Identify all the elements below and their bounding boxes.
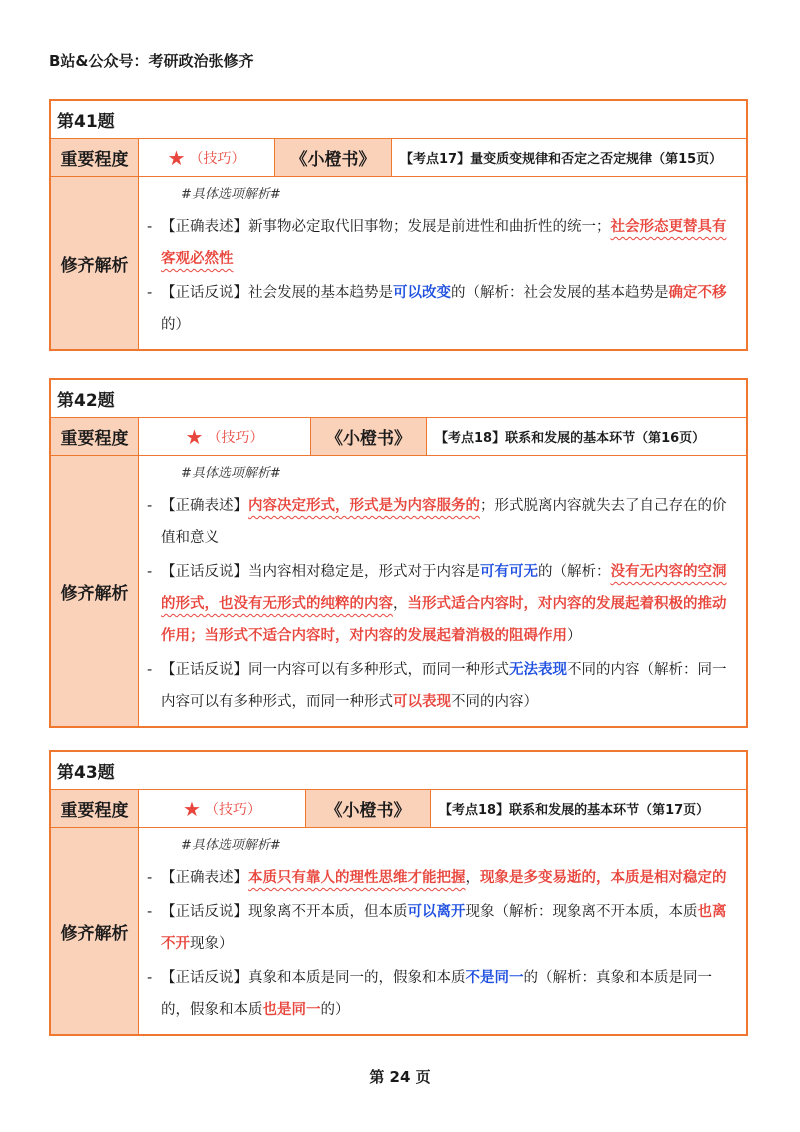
analysis-row <box>51 456 746 726</box>
meta-row <box>51 139 746 177</box>
body-text: 现象） <box>190 936 234 952</box>
body-text: ， <box>393 596 408 612</box>
body-text: 的（解析：社会发展的基本趋势是 <box>451 285 669 301</box>
highlighted-text: 可以表现 <box>393 694 451 710</box>
highlighted-text: 也是同一 <box>262 1002 321 1018</box>
body-text: 【正话反说】现象离不开本质，但本质 <box>161 904 408 920</box>
highlighted-text: 无法表现 <box>509 662 567 678</box>
body-text: 不同的内容（解析：同一内容可以有多种形式，而同一种形式 <box>161 662 727 710</box>
highlighted-text: 确定不移 <box>668 285 727 301</box>
body-text: 【正话反说】社会发展的基本趋势是 <box>161 285 393 301</box>
body-text: 【正确表述】 <box>161 870 248 886</box>
page-number: 第 24 页 <box>369 1068 431 1086</box>
highlighted-text: 可有可无 <box>480 564 538 580</box>
body-text: 的（解析：真象和本质是同一的，假象和本质 <box>161 970 712 1018</box>
question-title: 第42题 <box>51 380 746 418</box>
analysis-row <box>51 828 746 1034</box>
bullet-dash: - <box>147 285 153 301</box>
star-icon: ★ <box>183 796 201 821</box>
star-icon: ★ <box>167 145 186 170</box>
analysis-content <box>139 456 746 726</box>
analysis-item <box>145 896 738 960</box>
meta-row <box>51 790 746 828</box>
body-text: 【正确表述】新事物必定取代旧事物；发展是前进性和曲折性的统一； <box>161 219 611 235</box>
bullet-dash: - <box>147 498 153 514</box>
analysis-item <box>145 490 738 554</box>
knowledge-point: 【考点18】联系和发展的基本环节（第17页） <box>439 803 710 818</box>
body-text: 【正确表述】 <box>161 498 248 514</box>
knowledge-point: 【考点17】量变质变规律和否定之否定规律（第15页） <box>400 152 723 167</box>
highlighted-text: 没有无内容的空洞的形式，也没有无形式的纯粹的内容 <box>161 564 727 612</box>
highlighted-text: 不是同一 <box>465 970 524 986</box>
analysis-subhead: #具体选项解析# <box>181 838 281 853</box>
analysis-item <box>145 556 738 652</box>
bullet-dash: - <box>147 662 153 678</box>
book-label: 《小橙书》 <box>275 139 392 176</box>
highlighted-text: 可以离开 <box>407 904 466 920</box>
book-label: 《小橙书》 <box>306 790 431 827</box>
analysis-item <box>145 862 738 894</box>
analysis-label: 修齐解析 <box>51 177 139 349</box>
skill-tag: （技巧） <box>189 150 246 167</box>
analysis-content <box>139 828 746 1034</box>
body-text: ；形式脱离内容就失去了自己存在的价值和意义 <box>161 498 727 546</box>
bullet-dash: - <box>147 219 153 235</box>
importance-rating <box>139 790 306 827</box>
star-icon: ★ <box>185 424 204 449</box>
meta-row <box>51 418 746 456</box>
question-table-41 <box>49 99 748 351</box>
analysis-subhead: #具体选项解析# <box>181 466 281 481</box>
highlighted-text: 内容决定形式，形式是为内容服务的 <box>248 498 480 514</box>
skill-tag: （技巧） <box>204 801 261 818</box>
bullet-dash: - <box>147 870 153 886</box>
analysis-content <box>139 177 746 349</box>
body-text: 的（解析： <box>538 564 611 580</box>
analysis-item <box>145 962 738 1026</box>
body-text: 现象（解析：现象离不开本质，本质 <box>465 904 698 920</box>
body-text: 的） <box>320 1002 350 1018</box>
question-title: 第41题 <box>51 101 746 139</box>
body-text: 不同的内容） <box>451 694 538 710</box>
page-header: B站&公众号：考研政治张修齐 <box>49 52 254 70</box>
body-text: 的） <box>161 317 190 333</box>
importance-rating <box>139 139 275 176</box>
body-text: 【正话反说】当内容相对稳定是，形式对于内容是 <box>161 564 480 580</box>
body-text: ， <box>465 870 480 886</box>
body-text: 【正话反说】真象和本质是同一的，假象和本质 <box>161 970 466 986</box>
skill-tag: （技巧） <box>207 429 264 446</box>
highlighted-text: 也离不开 <box>161 904 727 952</box>
bullet-dash: - <box>147 904 153 920</box>
analysis-item <box>145 277 738 341</box>
knowledge-point: 【考点18】联系和发展的基本环节（第16页） <box>435 431 706 446</box>
book-label: 《小橙书》 <box>311 418 427 455</box>
bullet-dash: - <box>147 970 153 986</box>
question-title: 第43题 <box>51 752 746 790</box>
importance-rating <box>139 418 311 455</box>
analysis-subhead: #具体选项解析# <box>181 187 281 202</box>
highlighted-text: 可以改变 <box>393 285 451 301</box>
importance-label: 重要程度 <box>51 418 139 455</box>
analysis-item <box>145 211 738 275</box>
highlighted-text: 当形式适合内容时，对内容的发展起着积极的推动作用；当形式不适合内容时，对内容的发展起着消极的阻碍作用 <box>161 596 727 644</box>
analysis-label: 修齐解析 <box>51 828 139 1034</box>
importance-label: 重要程度 <box>51 139 139 176</box>
bullet-dash: - <box>147 564 153 580</box>
analysis-label: 修齐解析 <box>51 456 139 726</box>
analysis-item <box>145 654 738 718</box>
body-text: ） <box>567 628 582 644</box>
analysis-row <box>51 177 746 349</box>
importance-label: 重要程度 <box>51 790 139 827</box>
highlighted-text: 社会形态更替具有客观必然性 <box>161 219 727 267</box>
highlighted-text: 现象是多变易逝的，本质是相对稳定的 <box>480 870 727 886</box>
body-text: 【正话反说】同一内容可以有多种形式，而同一种形式 <box>161 662 509 678</box>
question-table-43 <box>49 750 748 1036</box>
question-table-42 <box>49 378 748 728</box>
highlighted-text: 本质只有靠人的理性思维才能把握 <box>248 870 466 886</box>
